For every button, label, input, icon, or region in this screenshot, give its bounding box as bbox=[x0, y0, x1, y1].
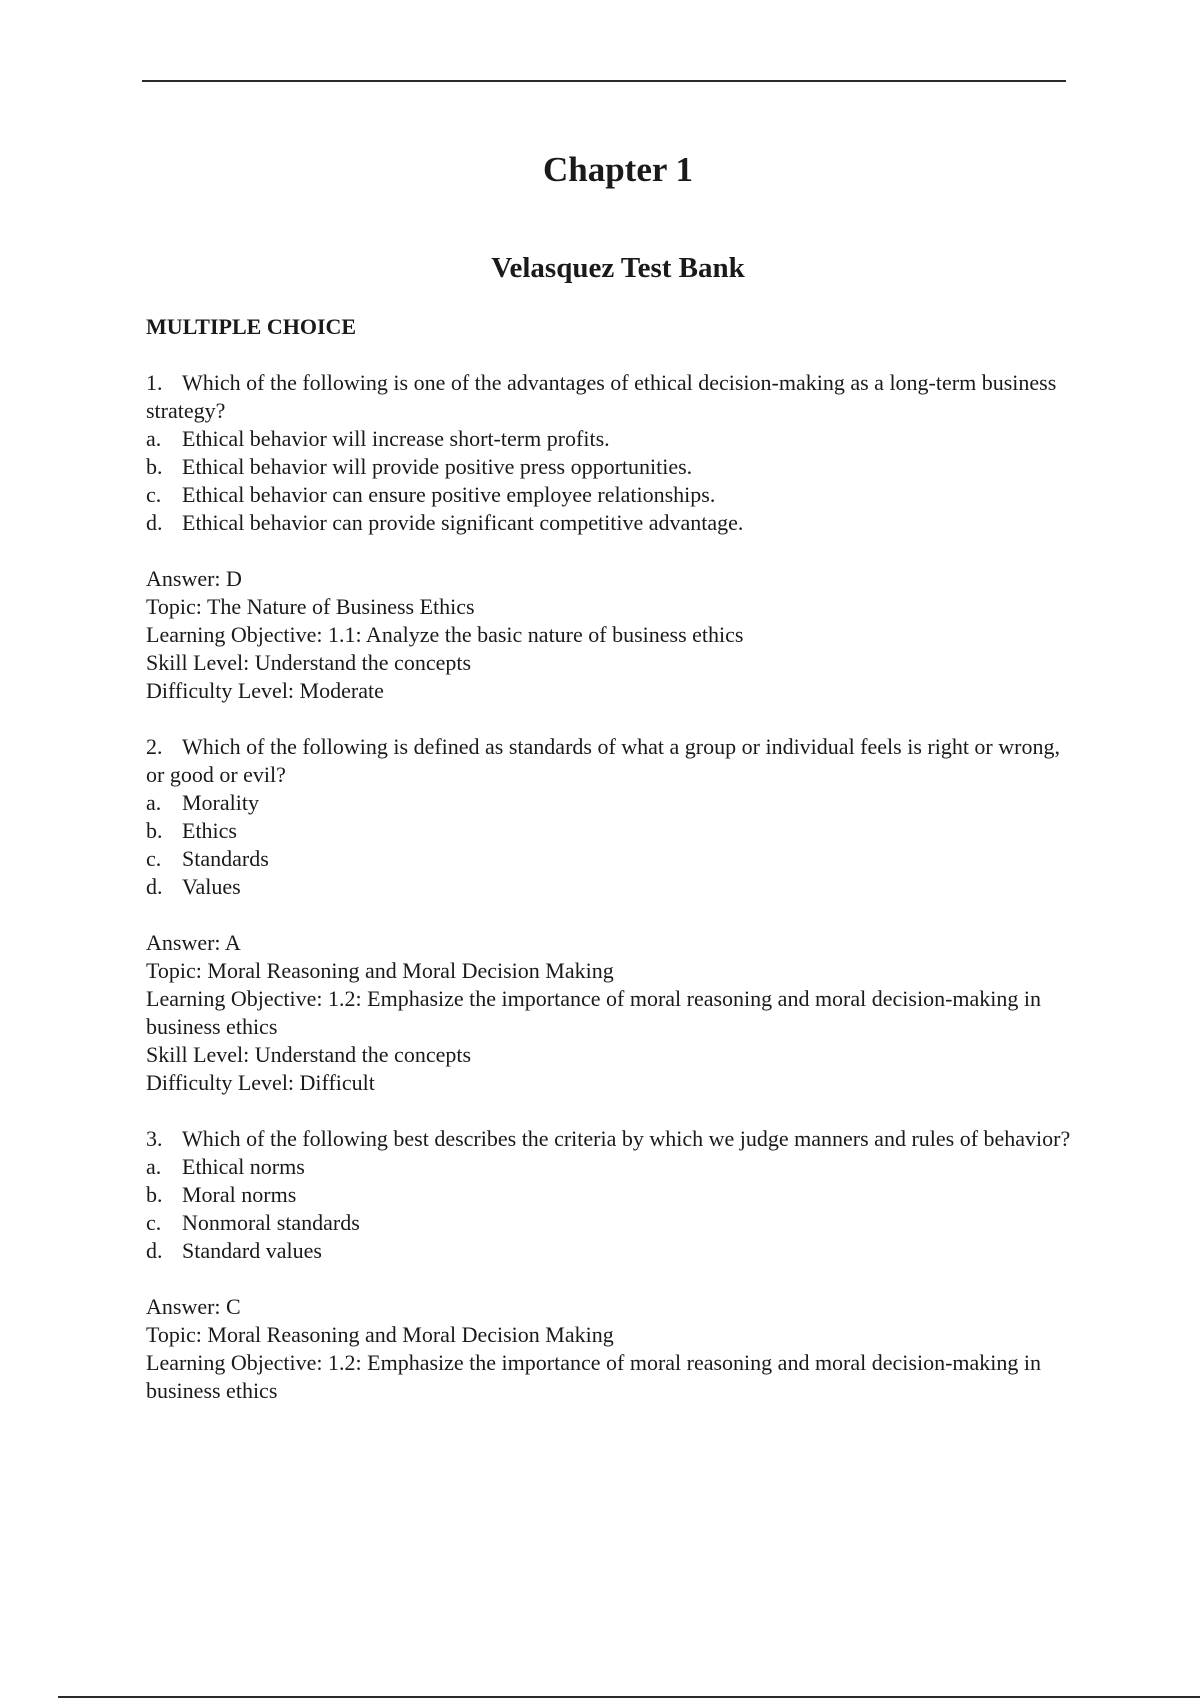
answer-option bbox=[146, 453, 1081, 481]
option-text: Ethical behavior can provide significant competitive advantage. bbox=[182, 510, 744, 535]
answer-option bbox=[146, 1181, 1081, 1209]
footer-rule bbox=[58, 1696, 1200, 1698]
question-text: Which of the following is one of the advantages of ethical decision-making as a long-term business strategy? bbox=[146, 370, 1057, 423]
question-stem bbox=[146, 1125, 1081, 1153]
option-letter: d. bbox=[146, 1238, 163, 1263]
skill-level-line: Skill Level: Understand the concepts bbox=[146, 1042, 472, 1067]
option-text: Ethical behavior will provide positive press opportunities. bbox=[182, 454, 693, 479]
option-letter: c. bbox=[146, 846, 162, 871]
answer-option bbox=[146, 1209, 1081, 1237]
question-2 bbox=[146, 733, 1081, 1097]
document-body bbox=[146, 313, 1081, 1405]
option-letter: d. bbox=[146, 510, 163, 535]
question-text: Which of the following is defined as standards of what a group or individual feels is right or wrong, or good or evil? bbox=[146, 734, 1060, 787]
option-text: Moral norms bbox=[182, 1182, 297, 1207]
answer-option bbox=[146, 873, 1081, 901]
answer-option bbox=[146, 789, 1081, 817]
option-text: Ethical behavior will increase short-term profits. bbox=[182, 426, 610, 451]
question-metadata bbox=[146, 929, 1081, 1097]
topic-line: Topic: The Nature of Business Ethics bbox=[146, 594, 475, 619]
learning-objective-line: Learning Objective: 1.2: Emphasize the importance of moral reasoning and moral decision-making in business ethics bbox=[146, 1350, 1041, 1403]
answer-line: Answer: C bbox=[146, 1294, 241, 1319]
book-title: Velasquez Test Bank bbox=[491, 252, 745, 284]
skill-level-line: Skill Level: Understand the concepts bbox=[146, 650, 472, 675]
section-heading: MULTIPLE CHOICE bbox=[146, 314, 357, 339]
answer-option bbox=[146, 1153, 1081, 1181]
option-text: Standards bbox=[182, 846, 269, 871]
option-letter: b. bbox=[146, 454, 163, 479]
option-text: Morality bbox=[182, 790, 259, 815]
option-text: Ethical behavior can ensure positive employee relationships. bbox=[182, 482, 716, 507]
chapter-title: Chapter 1 bbox=[542, 150, 694, 189]
option-letter: a. bbox=[146, 1154, 162, 1179]
option-letter: a. bbox=[146, 790, 162, 815]
answer-option bbox=[146, 1237, 1081, 1265]
option-text: Ethical norms bbox=[182, 1154, 305, 1179]
topic-line: Topic: Moral Reasoning and Moral Decision Making bbox=[146, 1322, 614, 1347]
question-number: 3. bbox=[146, 1126, 163, 1151]
answer-option bbox=[146, 481, 1081, 509]
option-text: Nonmoral standards bbox=[182, 1210, 360, 1235]
option-letter: a. bbox=[146, 426, 162, 451]
learning-objective-line: Learning Objective: 1.2: Emphasize the importance of moral reasoning and moral decision-making in business ethics bbox=[146, 986, 1041, 1039]
option-text: Standard values bbox=[182, 1238, 322, 1263]
question-number: 1. bbox=[146, 370, 163, 395]
header-rule bbox=[142, 80, 1066, 82]
option-text: Values bbox=[182, 874, 241, 899]
answer-option bbox=[146, 817, 1081, 845]
difficulty-level-line: Difficulty Level: Moderate bbox=[146, 678, 384, 703]
question-1 bbox=[146, 369, 1081, 705]
question-stem bbox=[146, 733, 1081, 789]
topic-line: Topic: Moral Reasoning and Moral Decision Making bbox=[146, 958, 614, 983]
question-stem bbox=[146, 369, 1081, 425]
learning-objective-line: Learning Objective: 1.1: Analyze the basic nature of business ethics bbox=[146, 622, 744, 647]
question-text: Which of the following best describes the criteria by which we judge manners and rules of behavior? bbox=[182, 1126, 1071, 1151]
difficulty-level-line: Difficulty Level: Difficult bbox=[146, 1070, 375, 1095]
answer-option bbox=[146, 509, 1081, 537]
answer-line: Answer: D bbox=[146, 566, 242, 591]
answer-line: Answer: A bbox=[146, 930, 241, 955]
option-letter: b. bbox=[146, 1182, 163, 1207]
answer-option bbox=[146, 845, 1081, 873]
answer-option bbox=[146, 425, 1081, 453]
option-letter: c. bbox=[146, 482, 162, 507]
option-letter: c. bbox=[146, 1210, 162, 1235]
question-metadata bbox=[146, 1293, 1081, 1405]
question-3 bbox=[146, 1125, 1081, 1405]
option-letter: d. bbox=[146, 874, 163, 899]
option-text: Ethics bbox=[182, 818, 237, 843]
option-letter: b. bbox=[146, 818, 163, 843]
question-number: 2. bbox=[146, 734, 163, 759]
question-metadata bbox=[146, 565, 1081, 705]
